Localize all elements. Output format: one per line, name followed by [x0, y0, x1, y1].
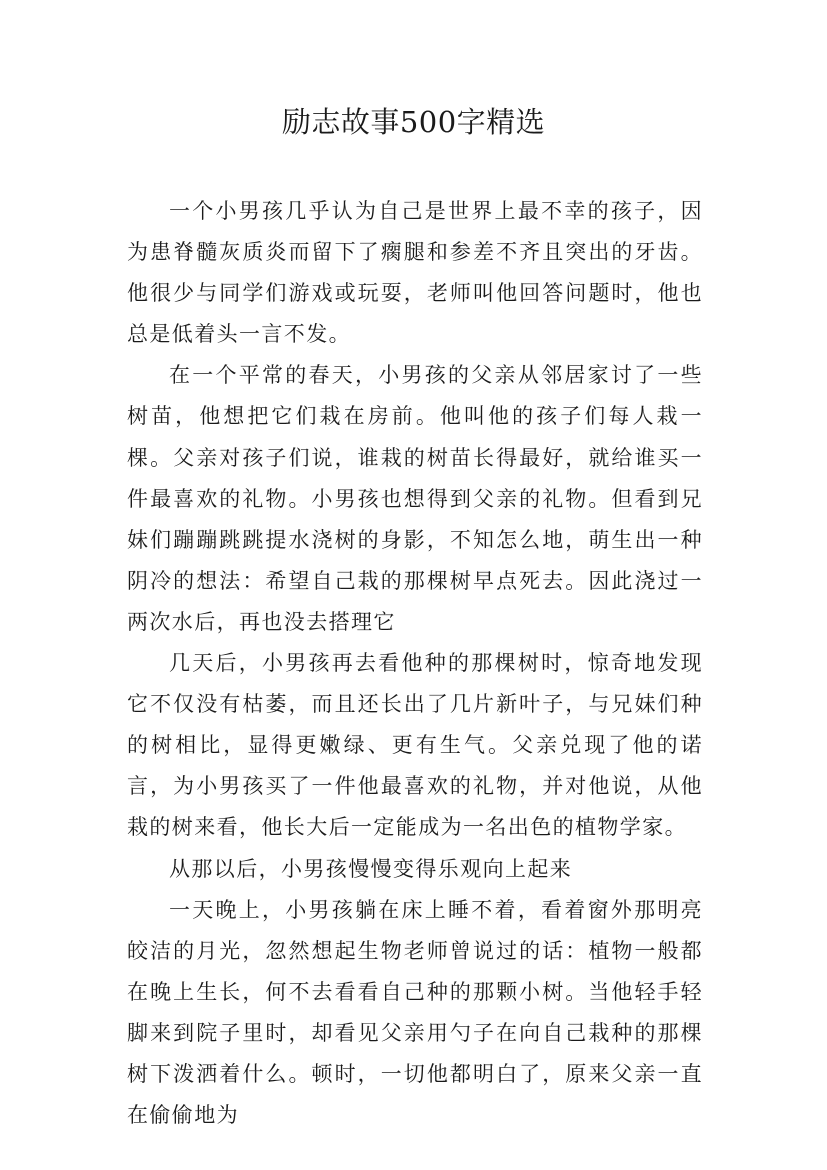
- paragraph: 一天晚上，小男孩躺在床上睡不着，看着窗外那明亮皎洁的月光，忽然想起生物老师曾说过的话：植物一般都在晚上生长，何不去看看自己种的那颗小树。当他轻手轻脚来到院子里时，却看见父亲用勺子在向自己栽种的那棵树下泼洒着什么。顿时，一切他都明白了，原来父亲一直在偷偷地为: [127, 897, 703, 1128]
- paragraph: 几天后，小男孩再去看他种的那棵树时，惊奇地发现它不仅没有枯萎，而且还长出了几片新叶子，与兄妹们种的树相比，显得更嫩绿、更有生气。父亲兑现了他的诺言，为小男孩买了一件他最喜欢的礼物，并对他说，从他栽的树来看，他长大后一定能成为一名出色的植物学家。: [127, 651, 703, 840]
- paragraph: 从那以后，小男孩慢慢变得乐观向上起来: [169, 856, 573, 881]
- paragraph: 在一个平常的春天，小男孩的父亲从邻居家讨了一些树苗，他想把它们栽在房前。他叫他的孩子们每人栽一棵。父亲对孩子们说，谁栽的树苗长得最好，就给谁买一件最喜欢的礼物。小男孩也想得到父亲的礼物。但看到兄妹们蹦蹦跳跳提水浇树的身影，不知怎么地，萌生出一种阴冷的想法：希望自己栽的那棵树早点死去。因此浇过一两次水后，再也没去搭理它: [127, 363, 703, 634]
- document-title: 励志故事500字精选: [281, 105, 546, 139]
- document-body: [127, 191, 703, 1136]
- paragraph: 一个小男孩几乎认为自己是世界上最不幸的孩子，因为患脊髓灰质炎而留下了瘸腿和参差不齐且突出的牙齿。他很少与同学们游戏或玩耍，老师叫他回答问题时，他也总是低着头一言不发。: [127, 199, 703, 347]
